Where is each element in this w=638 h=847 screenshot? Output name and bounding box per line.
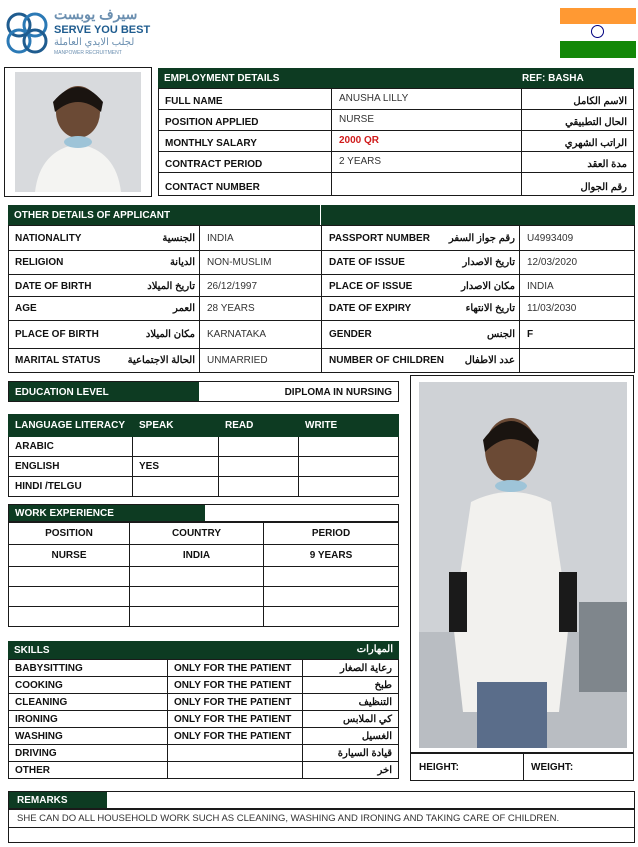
full-name-value: ANUSHA LILLY	[339, 93, 409, 104]
age-value: 28 YEARS	[207, 303, 255, 314]
applicant-photo-small	[4, 67, 152, 197]
contract-value: 2 YEARS	[339, 156, 382, 167]
skills-title-arabic: المهارات	[356, 644, 393, 655]
table-row: IRONING ONLY FOR THE PATIENT كي الملابس	[9, 711, 399, 728]
religion-label: RELIGION	[15, 257, 64, 268]
employment-row: MONTHLY SALARY 2000 QR الراتب الشهري	[159, 131, 633, 152]
table-row	[9, 587, 399, 607]
religion-value: NON-MUSLIM	[207, 257, 272, 268]
work-experience-header	[8, 504, 399, 522]
employment-table	[158, 88, 634, 196]
dob-label: DATE OF BIRTH	[15, 281, 92, 292]
passport-label: PASSPORT NUMBER	[329, 233, 430, 244]
birthplace-label: PLACE OF BIRTH	[15, 329, 99, 340]
employment-row: POSITION APPLIED NURSE الحال التطبيقي	[159, 110, 633, 131]
other-details-table: NATIONALITY الجنسية INDIA RELIGION الديانة NON-MUSLIM DATE OF BIRTH تاريخ الميلاد 26/12/1997 AGE العمر 28 YEARS PLACE OF BIRTH مكان الميلاد KARNATAKA MARITAL STATUS الحالة الاجتماعية UNMARRIED PASSPORT NUMBER رقم جواز السفر U4993409 DATE OF ISSUE تاريخ الاصدار 12/03/2020 PLACE OF ISSUE مكان الاصدار INDIA DATE OF EXPIRY تاريخ الانتهاء 11/03/2030 GENDER الجنس F NUMBER OF CHILDREN عدد الاطفال	[8, 225, 635, 373]
table-row: NURSE INDIA 9 YEARS	[9, 545, 399, 567]
employment-row: CONTRACT PERIOD 2 YEARS مدة العقد	[159, 152, 633, 173]
skills-header	[8, 641, 399, 659]
applicant-photo-full	[410, 375, 634, 753]
expiry-value: 11/03/2030	[527, 303, 577, 314]
measurements-row	[410, 753, 634, 781]
children-label: NUMBER OF CHILDREN	[329, 355, 444, 366]
table-row: WASHING ONLY FOR THE PATIENT الغسيل	[9, 728, 399, 745]
age-label: AGE	[15, 303, 37, 314]
remarks-box	[8, 809, 635, 843]
table-row: HINDI /TELGU	[9, 477, 399, 497]
logo-sub-english: MANPOWER RECRUITMENT	[54, 50, 122, 56]
marital-label: MARITAL STATUS	[15, 355, 101, 366]
education-row	[8, 381, 399, 402]
table-row: CLEANING ONLY FOR THE PATIENT التنظيف	[9, 694, 399, 711]
india-flag-icon	[560, 8, 636, 58]
gender-label: GENDER	[329, 329, 372, 340]
work-table	[8, 522, 399, 627]
table-row: OTHER اخر	[9, 762, 399, 779]
issue-date-value: 12/03/2020	[527, 257, 578, 268]
table-row	[9, 567, 399, 587]
height-label: HEIGHT:	[419, 762, 459, 773]
salary-value: 2000 QR	[339, 135, 380, 146]
remarks-title: REMARKS	[17, 795, 68, 806]
company-logo	[4, 6, 154, 60]
dob-value: 26/12/1997	[207, 281, 258, 292]
skills-table	[8, 659, 399, 779]
table-row: DRIVING قيادة السيارة	[9, 745, 399, 762]
weight-label: WEIGHT:	[531, 762, 574, 773]
issue-place-label: PLACE OF ISSUE	[329, 281, 413, 292]
table-row: COOKING ONLY FOR THE PATIENT طبخ	[9, 677, 399, 694]
nationality-value: INDIA	[207, 233, 234, 244]
remarks-text: SHE CAN DO ALL HOUSEHOLD WORK SUCH AS CLEANING, WASHING AND IRONING AND TAKING CARE OF CHILDREN.	[17, 813, 560, 824]
other-details-title: OTHER DETAILS OF APPLICANT	[14, 210, 171, 221]
issue-date-label: DATE OF ISSUE	[329, 257, 405, 268]
birthplace-value: KARNATAKA	[207, 329, 267, 340]
table-row: BABYSITTING ONLY FOR THE PATIENT رعاية الصغار	[9, 660, 399, 677]
passport-value: U4993409	[527, 233, 574, 244]
table-row: POSITION COUNTRY PERIOD	[9, 523, 399, 545]
logo-english: SERVE YOU BEST	[54, 24, 151, 36]
remarks-header	[8, 791, 635, 809]
logo-arabic: سيرف يوبست	[54, 6, 138, 22]
table-row: ENGLISH YES	[9, 457, 399, 477]
issue-place-value: INDIA	[527, 281, 554, 292]
employment-title: EMPLOYMENT DETAILS	[164, 73, 280, 84]
employment-row: CONTACT NUMBER رقم الجوال	[165, 182, 627, 193]
gender-value: F	[527, 329, 534, 340]
ref-label: REF: BASHA	[522, 73, 584, 84]
employment-header	[158, 68, 634, 88]
table-row: ARABIC	[9, 437, 399, 457]
logo-sub-arabic: لجلب الايدي العاملة	[54, 37, 135, 48]
language-table: LANGUAGE LITERACY SPEAK READ WRITE ARABIC ENGLISH YES HINDI /TELGU	[8, 414, 399, 497]
logo-emblem-icon	[4, 10, 50, 56]
expiry-label: DATE OF EXPIRY	[329, 303, 412, 314]
nationality-label: NATIONALITY	[15, 233, 82, 244]
table-row	[9, 607, 399, 627]
education-label: EDUCATION LEVEL	[15, 387, 109, 398]
position-value: NURSE	[339, 114, 375, 125]
employment-row: FULL NAME ANUSHA LILLY الاسم الكامل	[159, 89, 633, 110]
skills-title: SKILLS	[14, 645, 50, 656]
other-details-header	[8, 205, 635, 225]
work-experience-title: WORK EXPERIENCE	[15, 508, 114, 519]
education-value: DIPLOMA IN NURSING	[284, 387, 392, 398]
marital-value: UNMARRIED	[207, 355, 268, 366]
